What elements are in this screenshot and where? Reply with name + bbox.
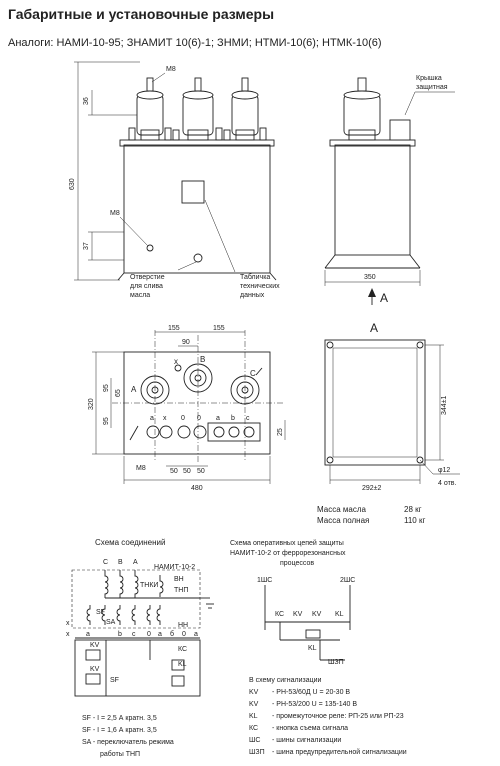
dim-50-2: 50 xyxy=(183,468,191,475)
thread-label-bottom: М8 xyxy=(110,210,120,217)
signaling-legend xyxy=(249,677,407,756)
phase-a: A xyxy=(133,559,138,566)
view-a-label: А xyxy=(370,321,379,335)
plate-label-3: данных xyxy=(240,292,265,299)
sig-code-4: ШС xyxy=(249,737,261,744)
label-kv-phi-prot: KV xyxy=(312,611,322,618)
cover-label-1: Крышка xyxy=(416,75,442,82)
legend-sf2: SF - I = 1,6 А кратн. 3,5 xyxy=(82,727,157,734)
conn-terminal-a: a xyxy=(86,631,90,638)
connection-diagram xyxy=(66,538,214,696)
bus-left: 1ШС xyxy=(257,577,273,584)
sig-code-5: ШЗП xyxy=(249,749,265,756)
protection-title-1: Схема оперативных цепей защиты xyxy=(230,540,344,547)
mass-oil-value: 28 кг xyxy=(404,505,422,514)
conn-terminal-c: c xyxy=(132,631,136,638)
label-kvu: KV xyxy=(90,642,100,649)
terminal-label-0b: 0 xyxy=(197,415,201,422)
protective-cover xyxy=(390,120,410,140)
label-nn: НН xyxy=(178,622,189,629)
dim-292: 292±2 xyxy=(362,485,382,492)
base-frame xyxy=(325,340,425,465)
terminal-label-0a: 0 xyxy=(181,415,185,422)
page-title: Габаритные и установочные размеры xyxy=(8,6,275,22)
label-kl-prot-1: KL xyxy=(335,611,344,618)
sig-text-4: - шины сигнализации xyxy=(272,737,342,744)
sig-code-1: KV xyxy=(249,701,259,708)
sig-text-1: - РН-53/200 U = 135-140 В xyxy=(272,701,358,708)
legend-sf1: SF - I = 2,5 А кратн. 3,5 xyxy=(82,715,157,722)
label-tnki: ТНКИ xyxy=(140,582,159,589)
terminal-label-c: c xyxy=(246,415,250,422)
signaling-heading: В схему сигнализации xyxy=(249,677,322,684)
conn-terminal-a3: a xyxy=(194,631,198,638)
side-bushing xyxy=(344,95,380,135)
conn-terminal-b2: б xyxy=(170,631,175,638)
label-x: x xyxy=(174,357,178,366)
name-plate xyxy=(182,181,204,203)
label-b: B xyxy=(200,355,206,364)
dim-37: 37 xyxy=(83,242,90,250)
dim-155-right: 155 xyxy=(213,325,225,332)
cover-label-2: защитная xyxy=(416,84,448,91)
mass-block xyxy=(317,505,425,525)
label-kl: KL xyxy=(178,661,187,668)
dim-480: 480 xyxy=(191,485,203,492)
sig-code-0: KV xyxy=(249,689,259,696)
label-kvv: KV xyxy=(90,666,100,673)
hole-diameter: φ12 xyxy=(438,467,451,474)
coils xyxy=(87,570,163,625)
sig-text-3: - кнопка съема сигнала xyxy=(272,725,349,732)
dim-344: 344±1 xyxy=(441,395,448,415)
bushing-center xyxy=(183,78,213,140)
mass-full-value: 110 кг xyxy=(404,516,426,525)
drain-label-2: для слива xyxy=(130,283,163,290)
mass-full-label: Масса полная xyxy=(317,516,370,525)
bushing-right xyxy=(232,78,258,140)
relay-kvv xyxy=(86,674,100,684)
label-kv-u-prot: KV xyxy=(293,611,303,618)
dim-630: 630 xyxy=(69,178,76,190)
phase-b: B xyxy=(118,559,123,566)
arrow-a-label: А xyxy=(380,291,389,305)
conn-terminal-0b: 0 xyxy=(182,631,186,638)
label-kl-prot-2: KL xyxy=(308,645,317,652)
conn-terminal-0: 0 xyxy=(147,631,151,638)
kl-coil xyxy=(306,630,320,638)
holes-count: 4 отв. xyxy=(438,480,457,487)
view-a xyxy=(325,321,460,492)
label-x-left: x xyxy=(66,620,70,627)
connection-legend xyxy=(82,715,174,758)
dim-350: 350 xyxy=(364,274,376,281)
side-view xyxy=(325,75,455,305)
side-tank xyxy=(335,145,410,255)
plate-label-2: технических xyxy=(240,283,280,290)
relay-kvu xyxy=(86,650,100,660)
front-view xyxy=(69,62,280,299)
sig-text-2: - промежуточное реле: РП-25 или РП-23 xyxy=(272,713,404,720)
terminal-row xyxy=(66,630,198,638)
top-view xyxy=(88,325,285,492)
protection-title-2: НАМИТ-10-2 от феррорезонансных xyxy=(230,550,346,557)
conn-terminal-x: x xyxy=(66,631,70,638)
dim-25: 25 xyxy=(277,428,284,436)
relay-kl-2 xyxy=(172,676,184,686)
dim-65: 65 xyxy=(115,389,122,397)
protection-title-3: процессов xyxy=(280,560,315,567)
conn-terminal-a2: a xyxy=(158,631,162,638)
drain-plug xyxy=(194,254,202,262)
label-a: A xyxy=(131,385,137,394)
terminal-label-a: a xyxy=(150,415,154,422)
plate-label-1: Табличка xyxy=(240,274,271,281)
mass-oil-label: Масса масла xyxy=(317,505,366,514)
dim-95-bottom: 95 xyxy=(103,417,110,425)
dim-50-1: 50 xyxy=(170,468,178,475)
label-c: C xyxy=(250,369,256,378)
dim-320: 320 xyxy=(88,398,95,410)
page-subtitle: Аналоги: НАМИ-10-95; ЗНАМИТ 10(6)-1; ЗНМИ; НТМИ-10(6); НТМК-10(6) xyxy=(8,37,382,49)
drain-label-3: масла xyxy=(130,292,151,299)
connection-title: Схема соединений xyxy=(95,538,166,547)
bus-right: 2ШС xyxy=(340,577,356,584)
label-kc: КС xyxy=(178,646,188,653)
dim-155-left: 155 xyxy=(168,325,180,332)
terminal-label-x: x xyxy=(163,415,167,422)
drain-label-1: Отверстие xyxy=(130,274,165,281)
bushing-left xyxy=(137,78,163,140)
sig-code-3: КС xyxy=(249,725,259,732)
label-shzp: ШЗП xyxy=(328,659,344,666)
terminal-label-b: b xyxy=(231,415,235,422)
thread-m8-top: М8 xyxy=(136,465,146,472)
legend-sa-2: работы ТНП xyxy=(100,751,141,758)
label-sf1: SF xyxy=(96,609,105,616)
label-vn: ВН xyxy=(174,576,184,583)
label-kc-prot: КС xyxy=(275,611,285,618)
conn-terminal-b: b xyxy=(118,631,122,638)
sig-code-2: KL xyxy=(249,713,258,720)
terminal-label-a2: a xyxy=(216,415,220,422)
dim-36: 36 xyxy=(83,97,90,105)
dim-90: 90 xyxy=(182,339,190,346)
dim-50-3: 50 xyxy=(197,468,205,475)
sig-text-0: - РН-53/60Д U = 20-30 В xyxy=(272,689,351,696)
protection-diagram xyxy=(230,539,355,666)
thread-label-top: М8 xyxy=(166,66,176,73)
label-sa: SA xyxy=(106,619,116,626)
dim-95-top: 95 xyxy=(103,384,110,392)
sig-text-5: - шина предупредительной сигнализации xyxy=(272,749,407,756)
label-sf2: SF xyxy=(110,677,119,684)
phase-c: C xyxy=(103,559,109,566)
legend-sa-1: SA - переключатель режима xyxy=(82,739,174,746)
label-tnp: ТНП xyxy=(174,587,189,594)
low-voltage-terminals xyxy=(147,423,260,441)
model-label: НАМИТ-10-2 xyxy=(154,564,196,571)
